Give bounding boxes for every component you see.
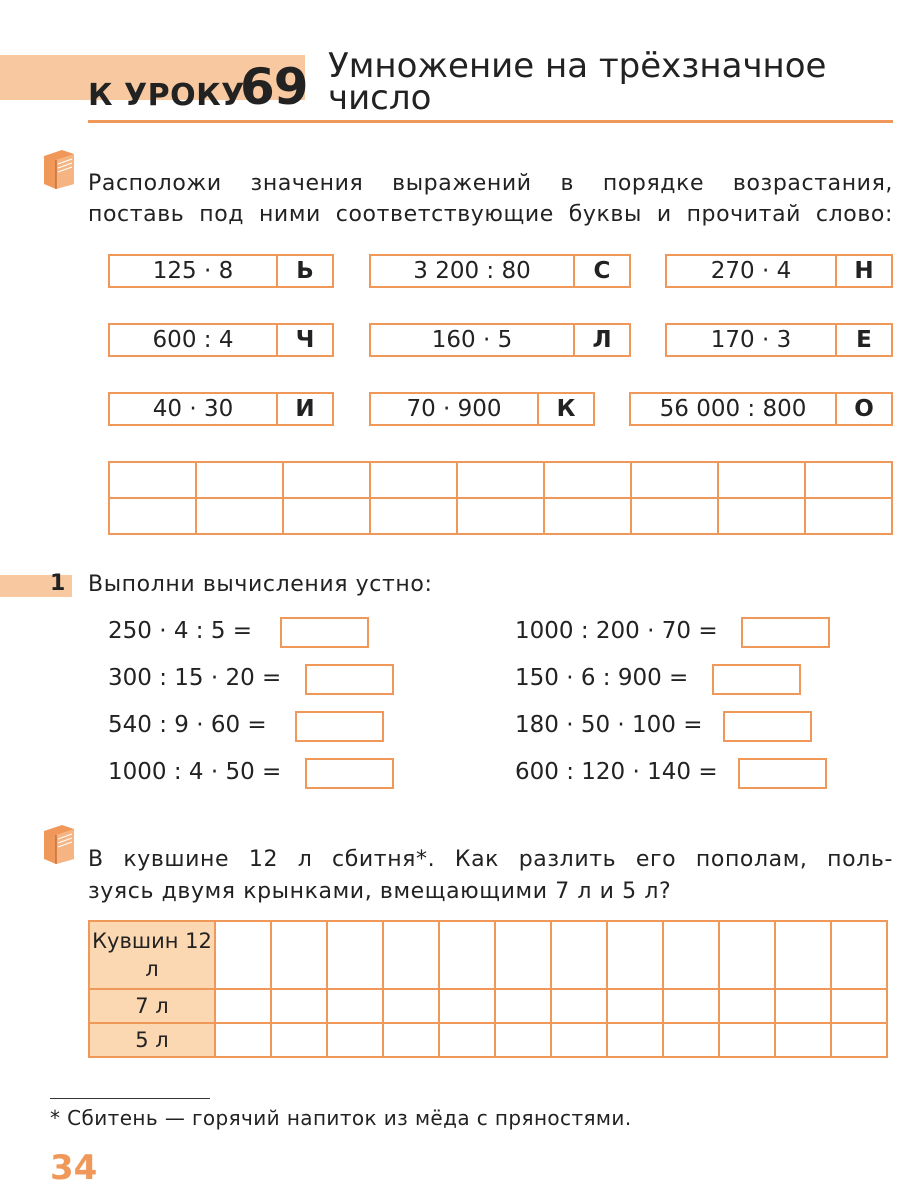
answer-cell[interactable] [196,498,283,534]
expression-letter: Ь [296,258,314,284]
answer-box[interactable] [738,758,827,789]
jug-cell[interactable] [383,1023,439,1057]
answer-grid-row [109,462,892,498]
expression-box [629,392,893,426]
expression-letter: Ч [295,327,315,353]
jug-cell[interactable] [383,921,439,989]
expression-letter: К [556,396,576,422]
jug-row-label: 5 л [89,1023,215,1057]
jug-cell[interactable] [439,989,495,1023]
equation: 180 · 50 · 100 = [515,712,703,738]
answer-cell[interactable] [283,498,370,534]
jug-cell[interactable] [551,989,607,1023]
jug-cell[interactable] [495,1023,551,1057]
task1-text: Выполни вычисления устно: [88,572,433,597]
jug-cell[interactable] [831,989,887,1023]
footnote: * Сбитень — горячий напиток из мёда с пряностями. [50,1106,632,1130]
expression-box [108,392,334,426]
expression-box [369,254,631,288]
task-jug-line2: зуясь двумя крынками, вмещающими 7 л и 5 л? [88,879,672,904]
jug-cell[interactable] [607,921,663,989]
jug-cell[interactable] [215,921,271,989]
jug-cell[interactable] [271,989,327,1023]
jug-cell[interactable] [663,1023,719,1057]
answer-box[interactable] [305,758,394,789]
expression-letter: Л [592,327,612,353]
jug-cell[interactable] [215,1023,271,1057]
lesson-number: 69 [240,58,308,116]
expression-text: 3 200 : 80 [371,256,575,286]
answer-box[interactable] [712,664,801,695]
task-jug-line1: В кувшине 12 л сбитня*. Как разлить его пополам, поль- [88,847,893,872]
task-words-line1: Расположи значения выражений в порядке возрастания, [88,171,893,196]
expression-text: 56 000 : 800 [631,394,837,424]
expression-text: 170 · 3 [667,325,837,355]
answer-cell[interactable] [805,498,892,534]
expression-box [369,323,631,357]
page-number: 34 [50,1148,98,1188]
answer-grid [108,461,893,535]
answer-box[interactable] [305,664,394,695]
jug-cell[interactable] [271,1023,327,1057]
jug-cell[interactable] [831,1023,887,1057]
expression-letter: О [854,396,874,422]
jug-cell[interactable] [383,989,439,1023]
answer-cell[interactable] [631,498,718,534]
jug-cell[interactable] [327,989,383,1023]
jug-row [89,1023,887,1057]
footnote-rule [50,1098,210,1099]
answer-cell[interactable] [370,462,457,498]
answer-cell[interactable] [457,462,544,498]
lesson-label: К УРОКУ [88,78,245,113]
expression-box [108,323,334,357]
expression-text: 70 · 900 [371,394,539,424]
jug-cell[interactable] [663,989,719,1023]
header-rule [88,120,893,123]
jug-row [89,989,887,1023]
expression-letter: И [295,396,315,422]
book-icon [42,823,76,865]
jug-cell[interactable] [831,921,887,989]
expression-text: 125 · 8 [110,256,278,286]
jug-cell[interactable] [607,1023,663,1057]
answer-cell[interactable] [196,462,283,498]
expression-box [108,254,334,288]
expression-text: 40 · 30 [110,394,278,424]
answer-cell[interactable] [370,498,457,534]
book-icon [42,148,76,190]
equation: 300 : 15 · 20 = [108,665,282,691]
jug-table [88,920,888,1058]
answer-cell[interactable] [544,462,631,498]
answer-cell[interactable] [544,498,631,534]
jug-cell[interactable] [439,921,495,989]
expression-text: 600 : 4 [110,325,278,355]
jug-row [89,921,887,989]
task-number: 1 [50,571,66,596]
jug-cell[interactable] [439,1023,495,1057]
answer-cell[interactable] [283,462,370,498]
answer-cell[interactable] [109,462,196,498]
jug-cell[interactable] [327,921,383,989]
jug-cell[interactable] [775,989,831,1023]
expression-letter: Н [854,258,874,284]
jug-cell[interactable] [663,921,719,989]
jug-cell[interactable] [719,989,775,1023]
jug-cell[interactable] [551,1023,607,1057]
jug-cell[interactable] [719,921,775,989]
jug-cell[interactable] [551,921,607,989]
answer-cell[interactable] [718,498,805,534]
answer-cell[interactable] [109,498,196,534]
answer-cell[interactable] [805,462,892,498]
answer-cell[interactable] [457,498,544,534]
equation: 1000 : 4 · 50 = [108,759,282,785]
jug-row-label: Кувшин 12 л [89,921,215,989]
expression-box [665,323,893,357]
expression-text: 270 · 4 [667,256,837,286]
answer-box[interactable] [723,711,812,742]
equation: 1000 : 200 · 70 = [515,618,718,644]
jug-cell[interactable] [327,1023,383,1057]
answer-box[interactable] [741,617,830,648]
lesson-title: Умножение на трёхзначное число [328,46,827,118]
jug-cell[interactable] [495,989,551,1023]
jug-cell[interactable] [495,921,551,989]
jug-cell[interactable] [215,989,271,1023]
jug-cell[interactable] [271,921,327,989]
answer-box[interactable] [295,711,384,742]
answer-cell[interactable] [718,462,805,498]
jug-cell[interactable] [775,921,831,989]
expression-box [369,392,595,426]
expression-letter: Е [856,327,872,353]
equation: 150 · 6 : 900 = [515,665,689,691]
answer-box[interactable] [280,617,369,648]
jug-cell[interactable] [719,1023,775,1057]
equation: 540 : 9 · 60 = [108,712,267,738]
answer-grid-row [109,498,892,534]
task-words-line2: поставь под ними соответствующие буквы и прочитай слово: [88,202,893,227]
expression-text: 160 · 5 [371,325,575,355]
equation: 250 · 4 : 5 = [108,618,253,644]
jug-cell[interactable] [775,1023,831,1057]
expression-box [665,254,893,288]
jug-row-label: 7 л [89,989,215,1023]
equation: 600 : 120 · 140 = [515,759,718,785]
answer-cell[interactable] [631,462,718,498]
expression-letter: С [593,258,611,284]
jug-cell[interactable] [607,989,663,1023]
